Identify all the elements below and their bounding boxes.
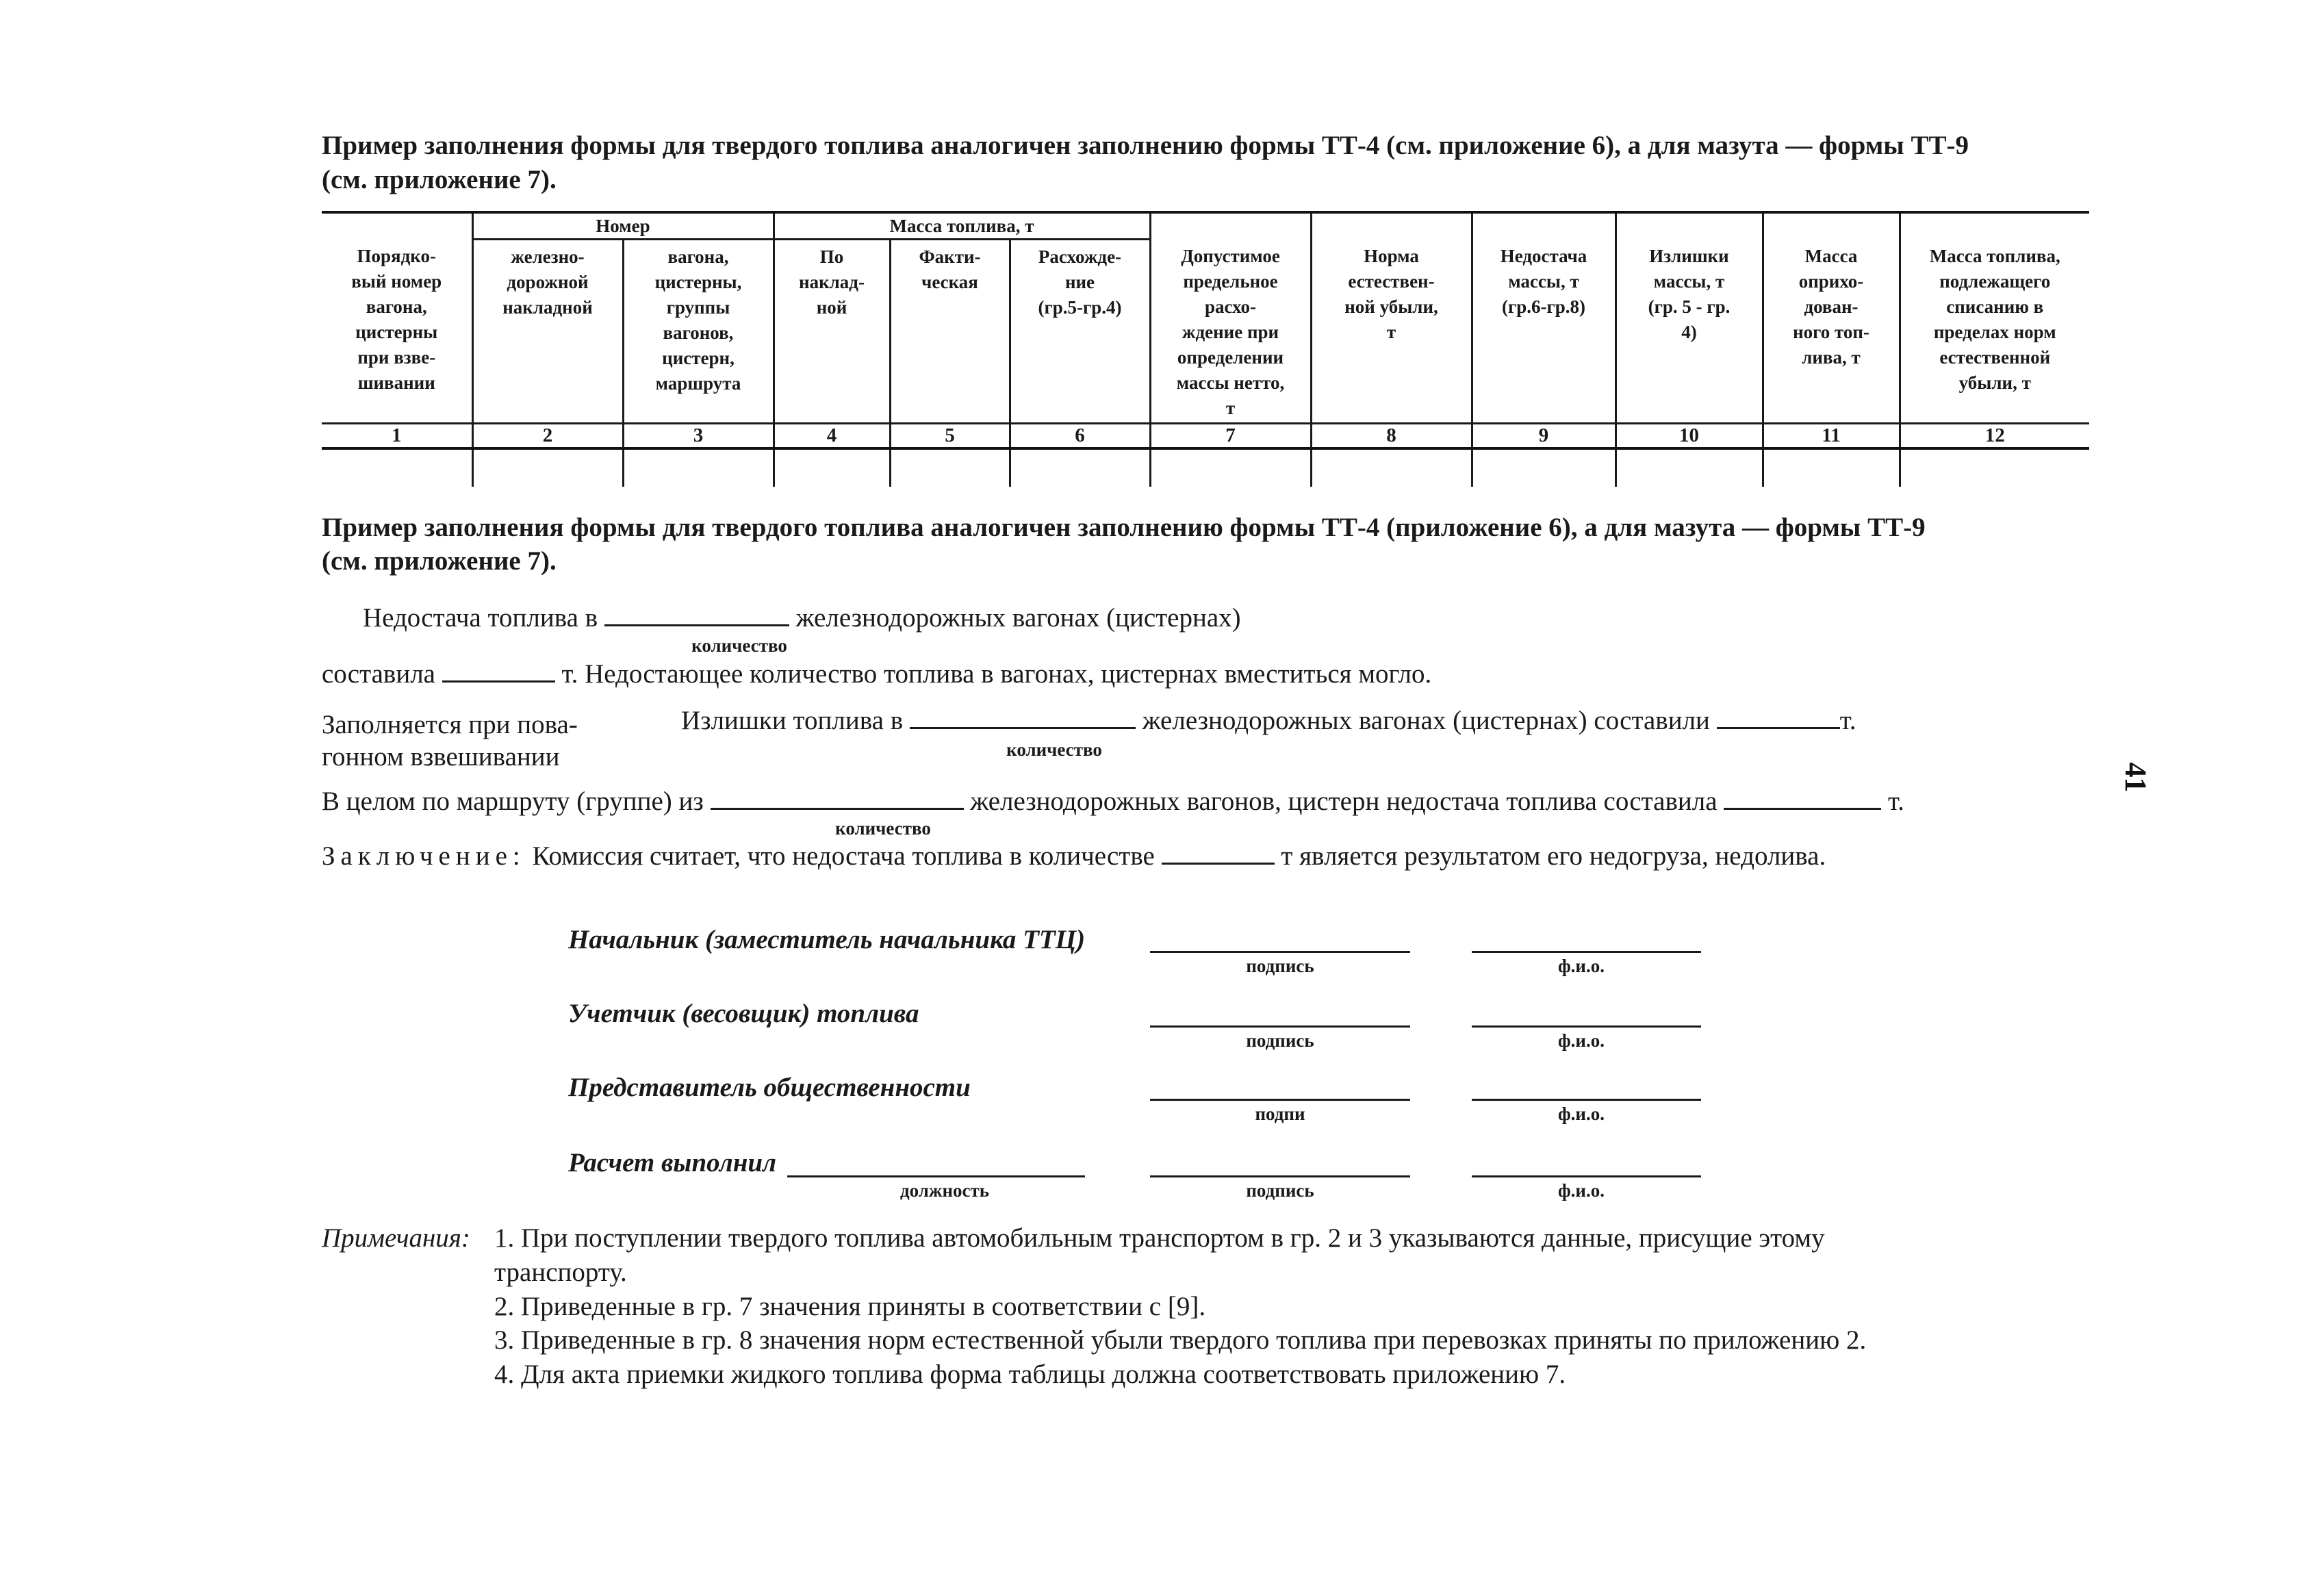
empty-cell-5	[890, 448, 1010, 487]
group-header-empty-1	[322, 212, 472, 240]
surplus-side-note-2: гонном взвешивании	[322, 742, 560, 772]
surplus-quantity-blank[interactable]	[910, 706, 1136, 729]
intro-paragraph-2-line-1: Пример заполнения формы для твердого топлива аналогичен заполнению формы ТТ-4 (приложение 6), а для мазута — формы ТТ-9	[322, 513, 1926, 542]
group-header-empty-9	[1472, 212, 1616, 240]
column-header-4: По наклад- ной	[774, 240, 890, 424]
signature-line-accountant[interactable]	[1150, 1025, 1410, 1028]
table-group-header-row	[322, 212, 2089, 240]
group-header-nomer: Номер	[472, 212, 774, 240]
signature-line-chief[interactable]	[1150, 951, 1410, 953]
column-header-10: Излишки массы, т (гр. 5 - гр. 4)	[1616, 240, 1763, 424]
signature-line-public-representative[interactable]	[1150, 1099, 1410, 1101]
weighing-form-table	[322, 211, 2089, 487]
surplus-quantity-caption: количество	[1006, 739, 1102, 760]
empty-cell-9	[1472, 448, 1616, 487]
conclusion-amount-blank[interactable]	[1162, 842, 1275, 865]
position-line-calculated-by[interactable]	[787, 1175, 1085, 1177]
column-number-12: 12	[1900, 423, 2089, 448]
note-2: 2. Приведенные в гр. 7 значения приняты в соответствии с [9].	[494, 1292, 1206, 1321]
group-header-empty-12	[1900, 212, 2089, 240]
name-line-public-representative[interactable]	[1472, 1099, 1701, 1101]
name-caption-chief: ф.и.о.	[1558, 956, 1605, 976]
route-sentence	[322, 786, 1904, 817]
column-header-3: вагона, цистерны, группы вагонов, цистерн, маршрута	[623, 240, 774, 424]
empty-cell-11	[1763, 448, 1900, 487]
position-caption-calculated-by: должность	[899, 1180, 990, 1201]
page-number: 41	[2119, 762, 2153, 793]
shortage-sentence	[363, 602, 1241, 634]
column-header-9: Недостача массы, т (гр.6-гр.8)	[1472, 240, 1616, 424]
column-header-12: Масса топлива, подлежащего списанию в пределах норм естественной убыли, т	[1900, 240, 2089, 424]
empty-cell-7	[1150, 448, 1311, 487]
signature-role-public-representative: Представитель общественности	[568, 1073, 971, 1102]
note-1: 1. При поступлении твердого топлива автомобильным транспортом в гр. 2 и 3 указываются данные, присущие этому	[494, 1223, 1825, 1253]
shortage-line-2-after: т. Недостающее количество топлива в вагонах, цистернах вместиться могло.	[561, 659, 1432, 689]
column-number-6: 6	[1010, 423, 1150, 448]
table-empty-row	[322, 448, 2089, 487]
conclusion-text-before: Комиссия считает, что недостача топлива в количестве	[532, 841, 1155, 871]
group-header-massa: Масса топлива, т	[774, 212, 1150, 240]
column-number-4: 4	[774, 423, 890, 448]
name-caption-calculated-by: ф.и.о.	[1558, 1180, 1605, 1201]
column-number-5: 5	[890, 423, 1010, 448]
column-number-9: 9	[1472, 423, 1616, 448]
shortage-amount-blank[interactable]	[442, 660, 555, 683]
signature-role-accountant: Учетчик (весовщик) топлива	[568, 999, 919, 1028]
notes-label: Примечания:	[322, 1223, 470, 1253]
column-header-5: Факти- ческая	[890, 240, 1010, 424]
note-1-continuation: транспорту.	[494, 1258, 627, 1287]
empty-cell-10	[1616, 448, 1763, 487]
group-header-empty-7	[1150, 212, 1311, 240]
column-number-10: 10	[1616, 423, 1763, 448]
column-header-7: Допустимое предельное расхо- ждение при определении массы нетто, т	[1150, 240, 1311, 424]
empty-cell-3	[623, 448, 774, 487]
note-4: 4. Для акта приемки жидкого топлива форма таблицы должна соответствовать приложению 7.	[494, 1360, 1566, 1389]
column-header-6: Расхожде- ние (гр.5-гр.4)	[1010, 240, 1150, 424]
route-before: В целом по маршруту (группе) из	[322, 787, 704, 816]
sign-caption-calculated-by: подпись	[1246, 1180, 1314, 1201]
surplus-side-note-1: Заполняется при пова-	[322, 710, 578, 739]
group-header-empty-11	[1763, 212, 1900, 240]
route-middle: железнодорожных вагонов, цистерн недостача топлива составила	[970, 787, 1718, 816]
empty-cell-6	[1010, 448, 1150, 487]
column-number-11: 11	[1763, 423, 1900, 448]
column-number-2: 2	[472, 423, 623, 448]
conclusion-sentence	[322, 841, 1826, 872]
signature-role-chief: Начальник (заместитель начальника ТТЦ)	[568, 925, 1086, 954]
column-number-1: 1	[322, 423, 472, 448]
empty-cell-1	[322, 448, 472, 487]
group-header-empty-10	[1616, 212, 1763, 240]
sign-caption-chief: подпись	[1246, 956, 1314, 976]
name-line-accountant[interactable]	[1472, 1025, 1701, 1028]
shortage-quantity-caption: количество	[691, 635, 787, 656]
column-header-11: Масса оприхо- дован- ного топ- лива, т	[1763, 240, 1900, 424]
empty-cell-8	[1311, 448, 1472, 487]
surplus-sentence	[681, 705, 1856, 737]
shortage-line-2-before: составила	[322, 659, 435, 689]
name-caption-public-representative: ф.и.о.	[1558, 1104, 1605, 1124]
shortage-quantity-blank[interactable]	[604, 604, 789, 626]
column-number-3: 3	[623, 423, 774, 448]
conclusion-text-after: т является результатом его недогруза, недолива.	[1281, 841, 1826, 871]
table-number-row	[322, 423, 2089, 448]
intro-paragraph-1-line-1: Пример заполнения формы для твердого топлива аналогичен заполнению формы ТТ-4 (см. приложение 6), а для мазута — формы ТТ-9	[322, 131, 1969, 160]
name-line-calculated-by[interactable]	[1472, 1175, 1701, 1177]
empty-cell-12	[1900, 448, 2089, 487]
column-number-8: 8	[1311, 423, 1472, 448]
name-line-chief[interactable]	[1472, 951, 1701, 953]
sign-caption-public-representative: подпи	[1255, 1104, 1305, 1124]
route-after: т.	[1888, 787, 1904, 816]
shortage-line-2	[322, 659, 1431, 690]
note-3: 3. Приведенные в гр. 8 значения норм естественной убыли твердого топлива при перевозках приняты по приложению 2.	[494, 1325, 1867, 1355]
surplus-after: т.	[1839, 706, 1856, 735]
sign-caption-accountant: подпись	[1246, 1030, 1314, 1051]
signature-line-calculated-by[interactable]	[1150, 1175, 1410, 1177]
group-header-empty-8	[1311, 212, 1472, 240]
column-number-7: 7	[1150, 423, 1311, 448]
shortage-before: Недостача топлива в	[363, 603, 598, 633]
column-header-2: железно- дорожной накладной	[472, 240, 623, 424]
column-header-1: Порядко- вый номер вагона, цистерны при взве- шивании	[322, 240, 472, 424]
conclusion-label: Заключение:	[322, 841, 526, 871]
route-quantity-caption: количество	[835, 818, 931, 839]
surplus-middle: железнодорожных вагонах (цистернах) составили	[1142, 706, 1710, 735]
intro-paragraph-1-line-2: (см. приложение 7).	[322, 165, 557, 194]
table-column-header-row	[322, 240, 2089, 424]
surplus-amount-blank[interactable]	[1717, 706, 1840, 729]
shortage-after: железнодорожных вагонах (цистернах)	[795, 603, 1241, 633]
route-amount-blank[interactable]	[1724, 787, 1881, 810]
route-quantity-blank[interactable]	[711, 787, 964, 810]
empty-cell-4	[774, 448, 890, 487]
column-header-8: Норма естествен- ной убыли, т	[1311, 240, 1472, 424]
name-caption-accountant: ф.и.о.	[1558, 1030, 1605, 1051]
surplus-before: Излишки топлива в	[681, 706, 904, 735]
empty-cell-2	[472, 448, 623, 487]
signature-role-calculated-by: Расчет выполнил	[568, 1148, 777, 1177]
intro-paragraph-2-line-2: (см. приложение 7).	[322, 546, 557, 576]
